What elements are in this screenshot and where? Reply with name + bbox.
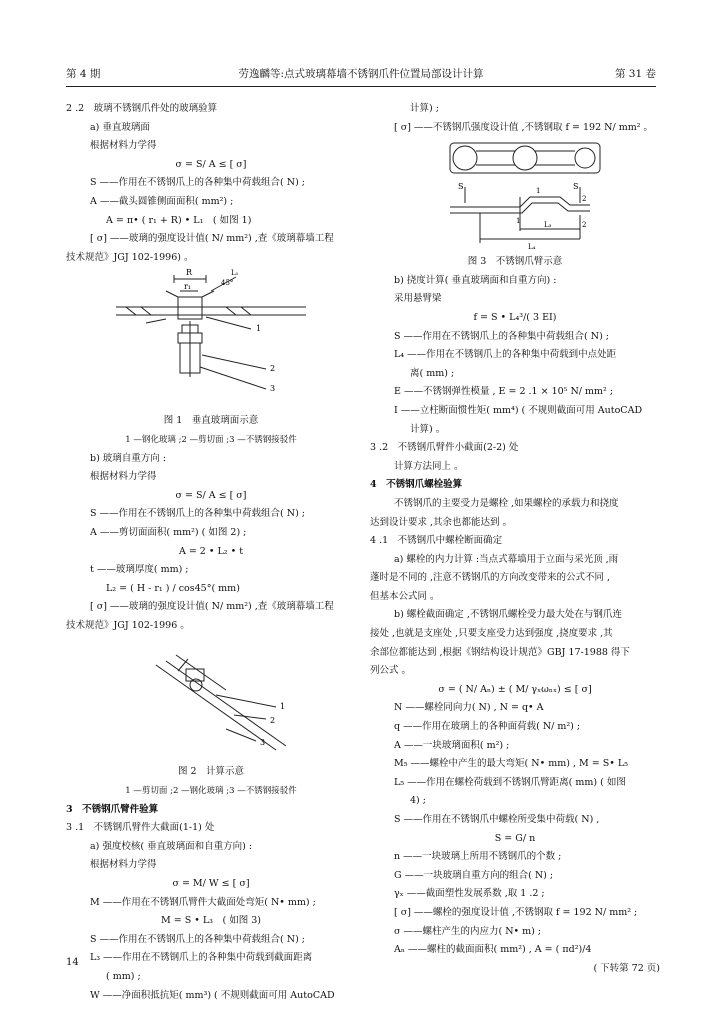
text-line: 余部位都能达到 ,根据《钢结构设计规范》GBJ 17-1988 得下	[370, 646, 630, 658]
text-line: 达到设计要求 ,其余也都能达到 。	[370, 516, 513, 528]
fig1-label-angle: 45°	[221, 279, 234, 288]
text-line: a) 垂直玻璃面	[90, 121, 150, 133]
text-line: 蓬时是不同的 ,注意不锈钢爪的方向改变带来的公式不同 ,	[370, 572, 611, 584]
text-line: A = π• ( r₁ + R) • L₁ ( 如图 1)	[106, 214, 252, 226]
text-line: 4 不锈钢爪螺栓验算	[370, 479, 463, 491]
text-line: 4 .1 不锈钢爪中螺栓断面确定	[370, 535, 503, 547]
text-line: σ = S/ A ≤ [ σ]	[175, 158, 247, 170]
text-line: A ——截头圆锥侧面面积( mm²) ;	[90, 195, 234, 207]
text-line: S ——作用在不锈钢爪上的各种集中荷载组合( N) ;	[394, 330, 609, 342]
text-line: L₂ = ( H - r₁ ) / cos45°( mm)	[106, 582, 240, 594]
text-line: b) 玻璃自重方向 :	[90, 452, 167, 464]
left-section-glass-check	[66, 100, 356, 267]
text-line: N ——螺栓同向力( N) , N = q• A	[394, 702, 544, 714]
text-line: [ σ] ——螺栓的强度设计值 ,不锈钢取 f = 192 N/ mm² ;	[394, 906, 638, 918]
text-line: L₃ ——作用在不锈钢爪上的各种集中荷载到截面距离	[90, 952, 313, 964]
text-line: 不锈钢爪的主要受力是螺栓 ,如果螺栓的承载力和挠度	[394, 497, 619, 509]
text-line: 技术规范》JGJ 102-1996 。	[66, 619, 190, 631]
text-line: A ——一块玻璃面积( m²) ;	[394, 739, 510, 751]
text-line: S ——作用在不锈钢爪上的各种集中荷载组合( N) ;	[90, 508, 305, 520]
fig3-label-S-left: S	[458, 182, 464, 192]
text-line: 根据材料力学得	[90, 859, 157, 871]
text-line: a) 螺栓的内力计算 :当点式幕墙用于立面与采光顶 ,雨	[394, 553, 619, 565]
fig3-label-2-bottom: 2	[582, 221, 587, 230]
text-line: b) 挠度计算( 垂直玻璃面和自重方向) :	[394, 274, 557, 286]
page-number: 14	[66, 957, 79, 968]
text-line: [ σ] ——玻璃的强度设计值( N/ mm²) ,查《玻璃幕墙工程	[90, 601, 334, 613]
figure-1-legend: 1 —钢化玻璃 ;2 —剪切面 ;3 —不锈钢接驳件	[125, 434, 297, 445]
text-line: 根据材料力学得	[90, 471, 157, 483]
text-line: 3 不锈钢爪臂件验算	[66, 803, 159, 815]
text-line: σ = M/ W ≤ [ σ]	[172, 878, 250, 890]
issue-number: 第 4 期	[66, 68, 101, 80]
text-line: 3 .1 不锈钢爪臂件大截面(1-1) 处	[66, 822, 215, 834]
running-title: 劳逸麟等:点式玻璃幕墙不锈钢爪件位置局部设计计算	[238, 68, 484, 80]
right-section-bolt	[370, 272, 660, 979]
fig3-label-S-right: S	[573, 182, 579, 192]
text-line: 接处 ,也就是支座处 ,只要支座受力达到强度 ,挠度要求 ,其	[370, 628, 613, 640]
text-line: σ ——螺柱产生的内应力( N• m) ;	[394, 925, 542, 937]
figure-3-caption: 图 3 不锈钢爪臂示意	[467, 256, 563, 268]
fig3-label-1-bottom: 1	[516, 217, 521, 226]
text-line: 4) ;	[410, 795, 426, 807]
fig2-label-3: 3	[260, 738, 266, 748]
right-section-top	[370, 100, 660, 137]
text-line: 计算) ;	[410, 103, 439, 114]
figure-1-caption: 图 1 垂直玻璃面示意	[163, 415, 259, 427]
volume-number: 第 31 卷	[614, 68, 656, 80]
text-line: A = 2 • L₂ • t	[178, 545, 244, 557]
fig1-label-1: 1	[256, 324, 262, 334]
text-line: W ——净面积抵抗矩( mm³) ( 不规则截面可用 AutoCAD	[90, 989, 335, 1001]
left-column	[66, 100, 356, 1005]
text-line: 计算方法同上 。	[394, 460, 464, 472]
text-line: I ——立柱断面惯性矩( mm⁴) ( 不规则截面可用 AutoCAD	[394, 404, 643, 416]
text-line: a) 强度校核( 垂直玻璃面和自重方向) :	[90, 840, 253, 852]
text-line: 离( mm) ;	[410, 367, 455, 379]
figure-2-drawing	[66, 635, 356, 763]
text-line: [ σ] ——不锈钢爪强度设计值 ,不锈钢取 f = 192 N/ mm² 。	[394, 121, 654, 133]
text-line: G ——一块玻璃自重方向的组合( N) ;	[394, 869, 554, 881]
text-line: t ——玻璃厚度( mm) ;	[90, 564, 189, 576]
fig1-label-L1: L₁	[231, 269, 239, 278]
text-line: 根据材料力学得	[90, 140, 157, 152]
text-line: 但基本公式同 。	[370, 590, 440, 602]
text-line: 2 .2 玻璃不锈钢爪件处的玻璃验算	[66, 103, 218, 114]
text-line: b) 螺栓截面确定 ,不锈钢爪螺栓受力最大处在与钢爪连	[394, 609, 622, 621]
text-line: M₅ ——螺栓中产生的最大弯矩( N• mm) , M = S• L₅	[394, 758, 628, 770]
fig3-label-2-top: 2	[582, 195, 587, 204]
fig1-label-r1: r₁	[184, 282, 192, 292]
text-line: f = S • L₄³/( 3 EI)	[473, 311, 557, 323]
text-line: γₓ ——截面塑性发展系数 ,取 1 .2 ;	[394, 888, 545, 900]
text-line: 3 .2 不锈钢爪臂件小截面(2-2) 处	[370, 442, 519, 454]
text-line: ( mm) ;	[106, 971, 141, 982]
figure-3-drawing	[370, 137, 660, 253]
left-section-arm-check	[66, 801, 356, 1006]
text-line: S ——作用在不锈钢爪中螺栓所受集中荷载( N) ,	[394, 814, 600, 825]
left-section-self-weight	[66, 450, 356, 636]
text-line: 采用悬臂梁	[394, 293, 442, 305]
text-line: E ——不锈钢弹性模量 , E = 2 .1 × 10⁵ N/ mm² ;	[394, 386, 614, 398]
text-line: 计算) 。	[410, 423, 446, 435]
text-line: S ——作用在不锈钢爪上的各种集中荷载组合( N) ;	[90, 933, 305, 945]
text-line: σ = ( N/ Aₙ) ± ( M/ γₓωₙₓ) ≤ [ σ]	[438, 683, 592, 695]
text-line: 列公式 。	[370, 665, 412, 677]
figure-1-drawing	[66, 267, 356, 412]
text-line: Aₙ ——螺柱的截面面积( mm²) , A = ( πd²)/4	[394, 944, 592, 956]
text-line: 技术规范》JGJ 102-1996) 。	[66, 251, 194, 263]
text-line: A ——剪切面面积( mm²) ( 如图 2) ;	[90, 526, 247, 538]
fig2-label-1: 1	[280, 702, 286, 712]
text-line: [ σ] ——玻璃的强度设计值( N/ mm²) ,查《玻璃幕墙工程	[90, 233, 334, 245]
fig1-label-3: 3	[270, 384, 276, 394]
running-header	[66, 66, 656, 82]
fig3-label-1-top: 1	[536, 187, 541, 196]
text-line: q ——作用在玻璃上的各种面荷载( N/ m²) ;	[394, 721, 581, 733]
text-line: ( 下转第 72 页)	[593, 962, 660, 974]
fig3-label-L3: L₃	[544, 221, 552, 230]
fig2-label-2: 2	[270, 716, 276, 726]
right-column	[370, 100, 660, 978]
text-line: L₅ ——作用在螺栓荷载到不锈钢爪臂距离( mm) ( 如图	[394, 776, 626, 788]
text-line: σ = S/ A ≤ [ σ]	[175, 489, 247, 501]
text-line: M = S • L₃ ( 如图 3)	[161, 915, 261, 927]
fig1-label-2: 2	[270, 364, 276, 374]
figure-2-legend: 1 —剪切面 ;2 —钢化玻璃 ;3 —不锈钢接驳件	[125, 786, 297, 797]
text-line: L₄ ——作用在不锈钢爪上的各种集中荷载到中点处距	[394, 349, 617, 361]
text-line: S ——作用在不锈钢爪上的各种集中荷载组合( N) ;	[90, 177, 305, 189]
header-rule	[66, 86, 656, 87]
text-line: n ——一块玻璃上所用不锈钢爪的个数 ;	[394, 851, 562, 863]
figure-2-caption: 图 2 计算示意	[177, 766, 245, 778]
text-line: S = G/ n	[494, 832, 536, 844]
fig1-label-R: R	[186, 268, 193, 278]
fig3-label-L4: L₄	[528, 243, 536, 252]
text-line: M ——作用在不锈钢爪臂件大截面处弯矩( N• mm) ;	[90, 896, 316, 908]
